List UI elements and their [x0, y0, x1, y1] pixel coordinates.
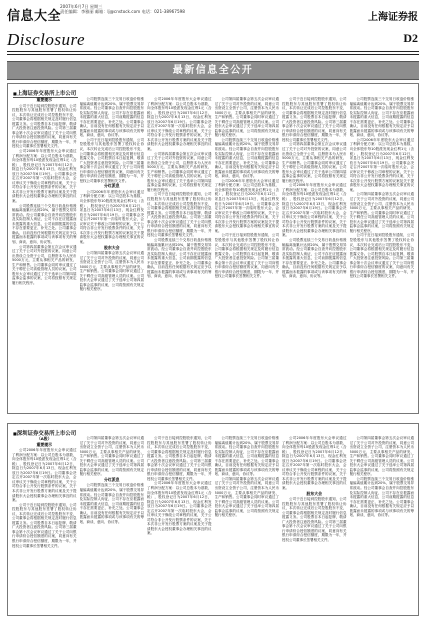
article-subhead: 股东大会	[306, 490, 323, 496]
article-column	[282, 436, 347, 612]
sse-columns	[12, 97, 414, 410]
article-paragraph: 公司股票连续三个交易日收盘价格涨幅偏离值累计达到20%，属于股票交易异常波动。经公司董事会自查并向控股股东及实际控制人询证，公司不存在应披露而未披露的重大信息，公司前期披露的信息不存在需要更正、补充之处。公司董事会确认，目前没有任何根据有关规定应予以披露而未披露的事项或与该事项有关的筹划、商谈、意向、协议等。	[349, 476, 414, 518]
banner-title: 最新信息全公开	[172, 65, 254, 76]
article-paragraph: 公司于近日接到控股股东通知，公司控股股东与其他股东签署了股权转让协议，本次转让完成后公司控股股东不变，公司董事会将根据相关规定及时履行信息披露义务。公司股票自本日起复牌，敬请广大投资者注意投资风险。公司第三届董事会第十次会议审议通过了关于公司向银行申请综合授信额度的议案，同意向有关银行申请综合授信额度，期限为一年，并授权公司董事长签署相关文件。	[79, 137, 144, 183]
article-column	[215, 436, 280, 612]
article-column	[80, 436, 145, 612]
section-banner	[7, 61, 419, 80]
article-paragraph: 公司2006年年度股东大会审议通过了利润分配方案：以公司总股本为基数，向全体股东每10股派发现金红利1元（含税），股权登记日为2007年6月12日，除息日为2007年6月13日，现金红利发放日为2007年6月19日。公司董事会决定召开2007年第一次临时股东大会，会议审议关于修改公司章程的议案，关于公司符合非公开发行股票条件的议案，关于本次非公开发行股票方案的议案及关于提请股东大会授权董事会办理相关事宜的议案。	[79, 189, 144, 244]
header-rule	[7, 51, 419, 52]
article-column	[350, 436, 415, 612]
article-paragraph: 公司2006年年度股东大会审议通过了利润分配方案：以公司总股本为基数，向全体股东每10股派发现金红利1元（含税），股权登记日为2007年6月12日，除息日为2007年6月13日，现金红利发放日为2007年6月19日。公司董事会决定召开2007年第一次临时股东大会，会议审议关于修改公司章程的议案，关于公司符合非公开发行股票条件的议案，关于本次非公开发行股票方案的议案及关于提请股东大会授权董事会办理相关事宜的议案。	[282, 436, 347, 491]
article-paragraph: 公司股票连续三个交易日收盘价格涨幅偏离值累计达到20%，属于股票交易异常波动。经公司董事会自查并向控股股东及实际控制人询证，公司不存在应披露而未披露的重大信息，公司前期披露的信息不存在需要更正、补充之处。公司董事会确认，目前没有任何根据有关规定应予以披露而未披露的事项或与该事项有关的筹划、商谈、意向、协议等。	[147, 237, 212, 279]
article-paragraph: 公司股票连续三个交易日收盘价格涨幅偏离值累计达到20%，属于股票交易异常波动。经公司董事会自查并向控股股东及实际控制人询证，公司不存在应披露而未披露的重大信息，公司前期披露的信息不存在需要更正、补充之处。公司董事会确认，目前没有任何根据有关规定应予以披露而未披露的事项或与该事项有关的筹划、商谈、意向、协议等。	[79, 97, 144, 138]
article-paragraph: 公司2006年年度股东大会审议通过了利润分配方案：以公司总股本为基数，向全体股东每10股派发现金红利1元（含税），股权登记日为2007年6月12日，除息日为2007年6月13日，现金红利发放日为2007年6月19日。公司董事会决定召开2007年第一次临时股东大会，会议审议关于修改公司章程的议案，关于公司符合非公开发行股票条件的议案，关于本次非公开发行股票方案的议案及关于提请股东大会授权董事会办理相关事宜的议案。	[214, 178, 279, 233]
article-paragraph: 公司2006年年度股东大会审议通过了利润分配方案：以公司总股本为基数，向全体股东每10股派发现金红利1元（含税），股权登记日为2007年6月12日，除息日为2007年6月13日，现金红利发放日为2007年6月19日。公司董事会决定召开2007年第一次临时股东大会，会议审议关于修改公司章程的议案，关于公司符合非公开发行股票条件的议案，关于本次非公开发行股票方案的议案及关于提请股东大会授权董事会办理相关事宜的议案。	[349, 137, 414, 192]
editor-contact: 责任编辑：李雅丽 邮箱：lj@cnstock.com 电话：021-38967598	[60, 9, 185, 15]
article-paragraph: 公司第四届董事会第五次会议审议通过了关于公司对外投资的议案，同意公司出资设立全资子公司，注册资本为人民币5000万元，主要从事相关产品的研发、生产和销售。公司董事会同时审议通过了关于聘任公司高级管理人员的议案。公司股东大会审议通过了关于选举公司第四届监事会监事的议案，公司将按照有关规定履行相关程序。	[147, 151, 212, 192]
article-column	[12, 436, 77, 612]
article-column	[282, 97, 347, 410]
issue-date: 2007年6月7日 星期三	[60, 4, 103, 9]
article-column	[147, 436, 212, 612]
article-paragraph: 公司于近日接到控股股东通知，公司控股股东与其他股东签署了股权转让协议，本次转让完成后公司控股股东不变，公司董事会将根据相关规定及时履行信息披露义务。公司股票自本日起复牌，敬请广大投资者注意投资风险。公司第三届董事会第十次会议审议通过了关于公司向银行申请综合授信额度的议案，同意向有关银行申请综合授信额度，期限为一年，并授权公司董事长签署相关文件。	[214, 233, 279, 279]
article-paragraph: 公司于近日接到控股股东通知，公司控股股东与其他股东签署了股权转让协议，本次转让完成后公司控股股东不变，公司董事会将根据相关规定及时履行信息披露义务。公司股票自本日起复牌，敬请广大投资者注意投资风险。公司第三届董事会第十次会议审议通过了关于公司向银行申请综合授信额度的议案，同意向有关银行申请综合授信额度，期限为一年，并授权公司董事长签署相关文件。	[147, 436, 212, 481]
masthead	[0, 0, 426, 62]
article-paragraph: 公司于近日接到控股股东通知，公司控股股东与其他股东签署了股权转让协议，本次转让完成后公司控股股东不变，公司董事会将根据相关规定及时履行信息披露义务。公司股票自本日起复牌，敬请广大投资者注意投资风险。公司第三届董事会第十次会议审议通过了关于公司向银行申请综合授信额度的议案，同意向有关银行申请综合授信额度，期限为一年，并授权公司董事长签署相关文件。	[349, 233, 414, 279]
article-paragraph: 公司2006年年度股东大会审议通过了利润分配方案：以公司总股本为基数，向全体股东每10股派发现金红利1元（含税），股权登记日为2007年6月12日，除息日为2007年6月13日，现金红利发放日为2007年6月19日。公司董事会决定召开2007年第一次临时股东大会，会议审议关于修改公司章程的议案，关于公司符合非公开发行股票条件的议案，关于本次非公开发行股票方案的议案及关于提请股东大会授权董事会办理相关事宜的议案。	[147, 481, 212, 536]
article-paragraph: 公司股票连续三个交易日收盘价格涨幅偏离值累计达到20%，属于股票交易异常波动。经公司董事会自查并向控股股东及实际控制人询证，公司不存在应披露而未披露的重大信息，公司前期披露的信息不存在需要更正、补充之处。公司董事会确认，目前没有任何根据有关规定应予以披露而未披露的事项或与该事项有关的筹划、商谈、意向、协议等。	[349, 97, 414, 138]
article-subhead: 股东大会	[103, 244, 120, 250]
article-paragraph: 公司第四届董事会第五次会议审议通过了关于公司对外投资的议案，同意公司出资设立全资子公司，注册资本为人民币5000万元，主要从事相关产品的研发、生产和销售。公司董事会同时审议通过了关于聘任公司高级管理人员的议案。公司股东大会审议通过了关于选举公司第四届监事会监事的议案，公司将按照有关规定履行相关程序。	[349, 436, 414, 477]
article-column	[80, 97, 145, 410]
article-paragraph: 公司于近日接到控股股东通知，公司控股股东与其他股东签署了股权转让协议，本次转让完成后公司控股股东不变，公司董事会将根据相关规定及时履行信息披露义务。公司股票自本日起复牌，敬请广大投资者注意投资风险。公司第三届董事会第十次会议审议通过了关于公司向银行申请综合授信额度的议案，同意向有关银行申请综合授信额度，期限为一年，并授权公司董事长签署相关文件。	[12, 103, 77, 149]
article-paragraph: 公司第四届董事会第五次会议审议通过了关于公司对外投资的议案，同意公司出资设立全资子公司，注册资本为人民币5000万元，主要从事相关产品的研发、生产和销售。公司董事会同时审议通过了关于聘任公司高级管理人员的议案。公司股东大会审议通过了关于选举公司第四届监事会监事的议案，公司将按照有关规定履行相关程序。	[349, 192, 414, 233]
article-subhead: 重要提示	[36, 441, 53, 447]
article-paragraph: 公司第四届董事会第五次会议审议通过了关于公司对外投资的议案，同意公司出资设立全资子公司，注册资本为人民币5000万元，主要从事相关产品的研发、生产和销售。公司董事会同时审议通过了关于聘任公司高级管理人员的议案。公司股东大会审议通过了关于选举公司第四届监事会监事的议案，公司将按照有关规定履行相关程序。	[79, 436, 144, 477]
article-paragraph: 公司第四届董事会第五次会议审议通过了关于公司对外投资的议案，同意公司出资设立全资子公司，注册资本为人民币5000万元，主要从事相关产品的研发、生产和销售。公司董事会同时审议通过了关于聘任公司高级管理人员的议案。公司股东大会审议通过了关于选举公司第四届监事会监事的议案，公司将按照有关规定履行相关程序。	[282, 142, 347, 183]
article-paragraph: 公司股票连续三个交易日收盘价格涨幅偏离值累计达到20%，属于股票交易异常波动。经公司董事会自查并向控股股东及实际控制人询证，公司不存在应披露而未披露的重大信息，公司前期披露的信息不存在需要更正、补充之处。公司董事会确认，目前没有任何根据有关规定应予以披露而未披露的事项或与该事项有关的筹划、商谈、意向、协议等。	[79, 483, 144, 524]
szse-columns	[12, 436, 414, 612]
article-paragraph: 公司第四届董事会第五次会议审议通过了关于公司对外投资的议案，同意公司出资设立全资子公司，注册资本为人民币5000万元，主要从事相关产品的研发、生产和销售。公司董事会同时审议通过了关于聘任公司高级管理人员的议案。公司股东大会审议通过了关于选举公司第四届监事会监事的议案，公司将按照有关规定履行相关程序。	[214, 97, 279, 138]
article-paragraph: 公司于近日接到控股股东通知，公司控股股东与其他股东签署了股权转让协议，本次转让完成后公司控股股东不变，公司董事会将根据相关规定及时履行信息披露义务。公司股票自本日起复牌，敬请广大投资者注意投资风险。公司第三届董事会第十次会议审议通过了关于公司向银行申请综合授信额度的议案，同意向有关银行申请综合授信额度，期限为一年，并授权公司董事长签署相关文件。	[147, 192, 212, 238]
szse-announcements-box	[7, 423, 419, 616]
article-column	[147, 97, 212, 410]
article-paragraph: 公司第四届董事会第五次会议审议通过了关于公司对外投资的议案，同意公司出资设立全资子公司，注册资本为人民币5000万元，主要从事相关产品的研发、生产和销售。公司董事会同时审议通过了关于聘任公司高级管理人员的议案。公司股东大会审议通过了关于选举公司第四届监事会监事的议案，公司将按照有关规定履行相关程序。	[214, 476, 279, 518]
article-paragraph: 公司2006年年度股东大会审议通过了利润分配方案：以公司总股本为基数，向全体股东每10股派发现金红利1元（含税），股权登记日为2007年6月12日，除息日为2007年6月13日，现金红利发放日为2007年6月19日。公司董事会决定召开2007年第一次临时股东大会，会议审议关于修改公司章程的议案，关于公司符合非公开发行股票条件的议案，关于本次非公开发行股票方案的议案及关于提请股东大会授权董事会办理相关事宜的议案。	[12, 149, 77, 204]
newspaper-name: 上海证券报	[368, 12, 418, 23]
article-paragraph: 公司于近日接到控股股东通知，公司控股股东与其他股东签署了股权转让协议，本次转让完成后公司控股股东不变，公司董事会将根据相关规定及时履行信息披露义务。公司股票自本日起复牌，敬请广大投资者注意投资风险。公司第三届董事会第十次会议审议通过了关于公司向银行申请综合授信额度的议案，同意向有关银行申请综合授信额度，期限为一年，并授权公司董事长签署相关文件。	[282, 497, 347, 543]
article-paragraph: 公司股票连续三个交易日收盘价格涨幅偏离值累计达到20%，属于股票交易异常波动。经公司董事会自查并向控股股东及实际控制人询证，公司不存在应披露而未披露的重大信息，公司前期披露的信息不存在需要更正、补充之处。公司董事会确认，目前没有任何根据有关规定应予以披露而未披露的事项或与该事项有关的筹划、商谈、意向、协议等。	[12, 203, 77, 244]
article-column	[12, 97, 77, 410]
article-paragraph: 公司股票连续三个交易日收盘价格涨幅偏离值累计达到20%，属于股票交易异常波动。经公司董事会自查并向控股股东及实际控制人询证，公司不存在应披露而未披露的重大信息，公司前期披露的信息不存在需要更正、补充之处。公司董事会确认，目前没有任何根据有关规定应予以披露而未披露的事项或与该事项有关的筹划、商谈、意向、协议等。	[214, 436, 279, 477]
article-subhead: 重要提示	[36, 97, 53, 102]
article-subhead: （A股）	[36, 436, 52, 441]
article-paragraph: 公司股票连续三个交易日收盘价格涨幅偏离值累计达到20%，属于股票交易异常波动。经公司董事会自查并向控股股东及实际控制人询证，公司不存在应披露而未披露的重大信息，公司前期披露的信息不存在需要更正、补充之处。公司董事会确认，目前没有任何根据有关规定应予以披露而未披露的事项或与该事项有关的筹划、商谈、意向、协议等。	[282, 237, 347, 279]
article-paragraph: 公司于近日接到控股股东通知，公司控股股东与其他股东签署了股权转让协议，本次转让完成后公司控股股东不变，公司董事会将根据相关规定及时履行信息披露义务。公司股票自本日起复牌，敬请广大投资者注意投资风险。公司第三届董事会第十次会议审议通过了关于公司向银行申请综合授信额度的议案，同意向有关银行申请综合授信额度，期限为一年，并授权公司董事长签署相关文件。	[12, 502, 77, 548]
sse-box-title: ■ 上海证券交易所上市公司	[13, 89, 76, 97]
article-paragraph: 公司2006年年度股东大会审议通过了利润分配方案：以公司总股本为基数，向全体股东每10股派发现金红利1元（含税），股权登记日为2007年6月12日，除息日为2007年6月13日，现金红利发放日为2007年6月19日。公司董事会决定召开2007年第一次临时股东大会，会议审议关于修改公司章程的议案，关于公司符合非公开发行股票条件的议案，关于本次非公开发行股票方案的议案及关于提请股东大会授权董事会办理相关事宜的议案。	[12, 448, 77, 503]
brand-title: 信息大全	[7, 8, 62, 23]
article-subhead: 分红派息	[103, 476, 120, 482]
issue-meta	[60, 4, 185, 14]
article-subhead: 分红派息	[103, 183, 120, 189]
page-number: D2	[403, 31, 418, 45]
article-paragraph: 公司股票连续三个交易日收盘价格涨幅偏离值累计达到20%，属于股票交易异常波动。经公司董事会自查并向控股股东及实际控制人询证，公司不存在应披露而未披露的重大信息，公司前期披露的信息不存在需要更正、补充之处。公司董事会确认，目前没有任何根据有关规定应予以披露而未披露的事项或与该事项有关的筹划、商谈、意向、协议等。	[214, 137, 279, 179]
article-column	[215, 97, 280, 410]
article-paragraph: 公司第四届董事会第五次会议审议通过了关于公司对外投资的议案，同意公司出资设立全资子公司，注册资本为人民币5000万元，主要从事相关产品的研发、生产和销售。公司董事会同时审议通过了关于聘任公司高级管理人员的议案。公司股东大会审议通过了关于选举公司第四届监事会监事的议案，公司将按照有关规定履行相关程序。	[79, 251, 144, 292]
szse-box-title: ■ 深圳证券交易所上市公司	[13, 429, 76, 437]
article-paragraph: 公司于近日接到控股股东通知，公司控股股东与其他股东签署了股权转让协议，本次转让完成后公司控股股东不变，公司董事会将根据相关规定及时履行信息披露义务。公司股票自本日起复牌，敬请广大投资者注意投资风险。公司第三届董事会第十次会议审议通过了关于公司向银行申请综合授信额度的议案，同意向有关银行申请综合授信额度，期限为一年，并授权公司董事长签署相关文件。	[282, 97, 347, 142]
sse-announcements-box	[7, 83, 419, 414]
article-column	[350, 97, 415, 410]
article-paragraph: 公司2006年年度股东大会审议通过了利润分配方案：以公司总股本为基数，向全体股东每10股派发现金红利1元（含税），股权登记日为2007年6月12日，除息日为2007年6月13日，现金红利发放日为2007年6月19日。公司董事会决定召开2007年第一次临时股东大会，会议审议关于修改公司章程的议案，关于公司符合非公开发行股票条件的议案，关于本次非公开发行股票方案的议案及关于提请股东大会授权董事会办理相关事宜的议案。	[147, 97, 212, 152]
article-paragraph: 公司第四届董事会第五次会议审议通过了关于公司对外投资的议案，同意公司出资设立全资子公司，注册资本为人民币5000万元，主要从事相关产品的研发、生产和销售。公司董事会同时审议通过了关于聘任公司高级管理人员的议案。公司股东大会审议通过了关于选举公司第四届监事会监事的议案，公司将按照有关规定履行相关程序。	[12, 244, 77, 285]
article-paragraph: 公司2006年年度股东大会审议通过了利润分配方案：以公司总股本为基数，向全体股东每10股派发现金红利1元（含税），股权登记日为2007年6月12日，除息日为2007年6月13日，现金红利发放日为2007年6月19日。公司董事会决定召开2007年第一次临时股东大会，会议审议关于修改公司章程的议案，关于公司符合非公开发行股票条件的议案，关于本次非公开发行股票方案的议案及关于提请股东大会授权董事会办理相关事宜的议案。	[282, 183, 347, 238]
section-name: Disclosure	[7, 30, 86, 49]
